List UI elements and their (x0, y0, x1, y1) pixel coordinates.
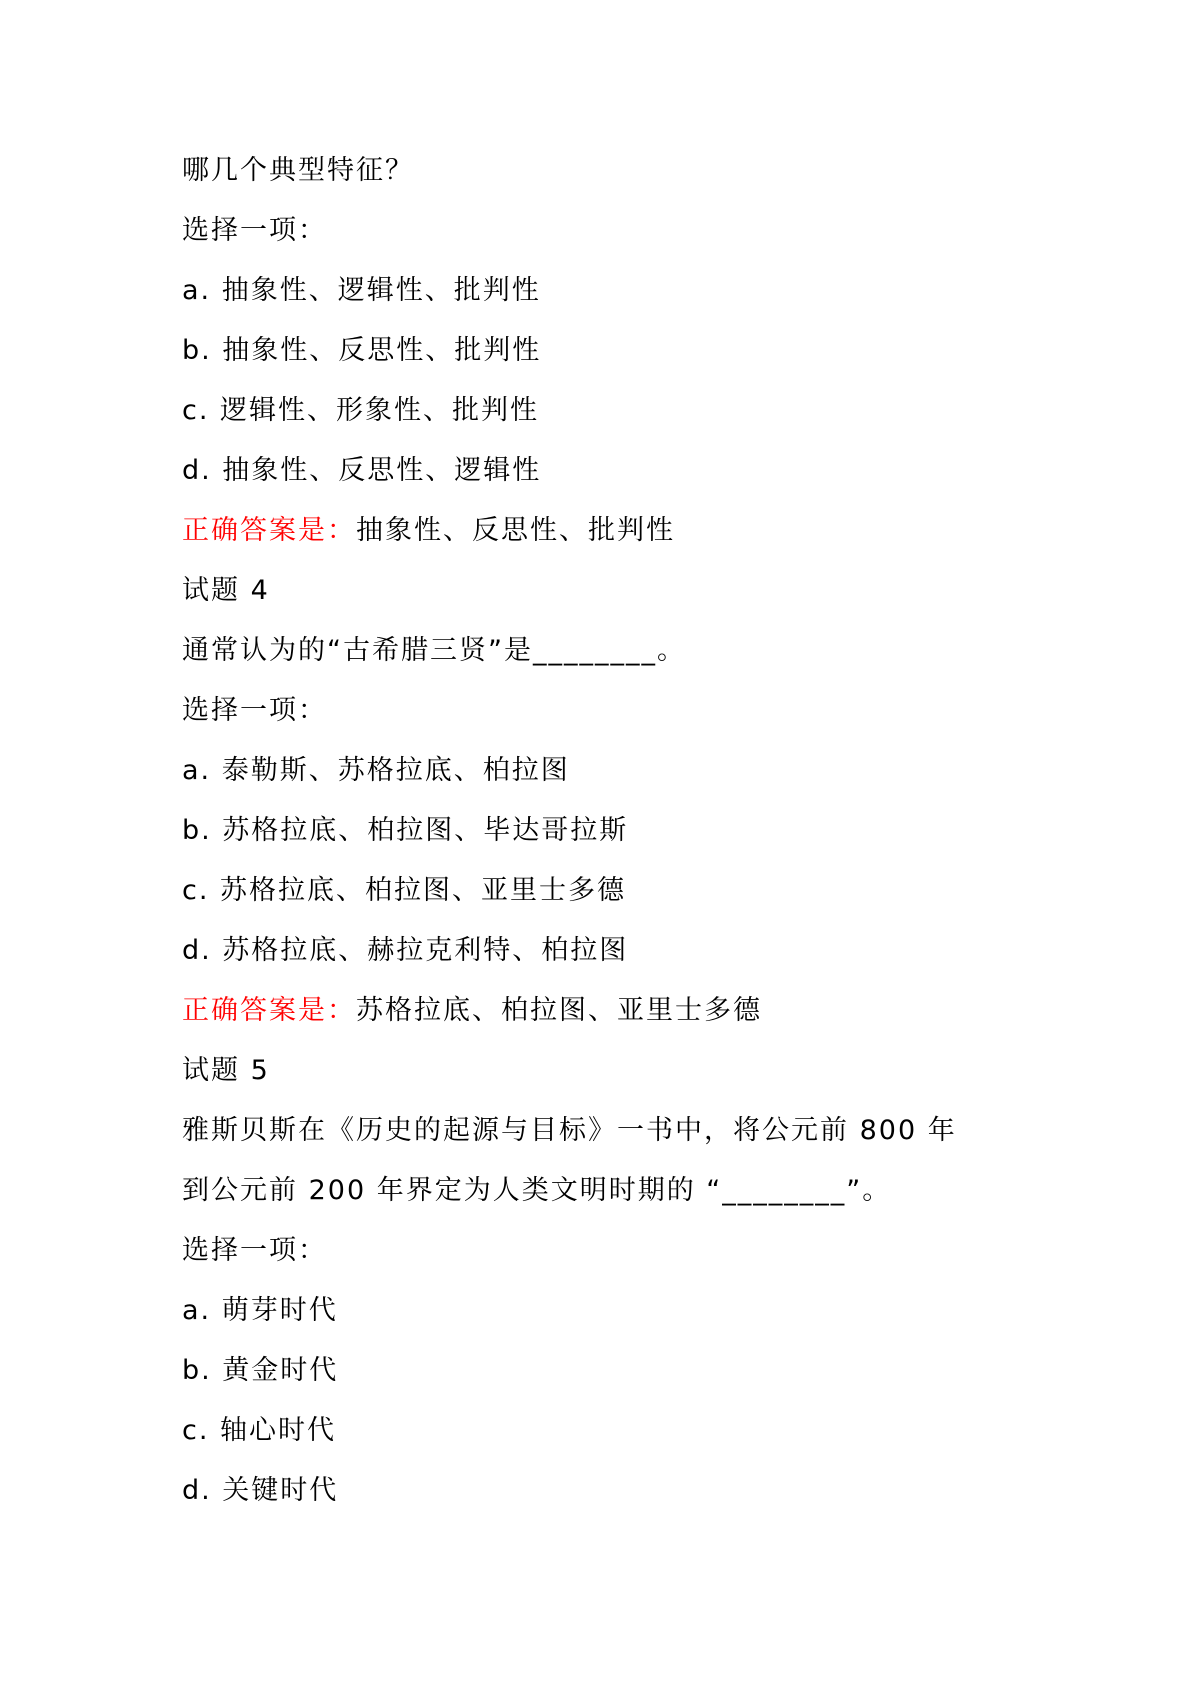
correct-answer-label: 正确答案是： (182, 515, 356, 546)
question-stem-line2: 到公元前 200 年界定为人类文明时期的 “________”。 (182, 1175, 892, 1206)
select-prompt: 选择一项： (182, 1235, 327, 1266)
option-c: c. 逻辑性、形象性、批判性 (182, 395, 540, 426)
option-b: b. 苏格拉底、柏拉图、毕达哥拉斯 (182, 815, 629, 846)
correct-answer-text: 抽象性、反思性、批判性 (356, 515, 675, 546)
select-prompt: 选择一项： (182, 695, 327, 726)
question-stem-tail: 哪几个典型特征？ (182, 155, 414, 186)
page-content (182, 141, 1042, 1521)
option-d: d. 抽象性、反思性、逻辑性 (182, 455, 542, 486)
option-b: b. 黄金时代 (182, 1355, 339, 1386)
option-d: d. 苏格拉底、赫拉克利特、柏拉图 (182, 935, 629, 966)
correct-answer-text: 苏格拉底、柏拉图、亚里士多德 (356, 995, 762, 1026)
question-stem: 通常认为的“古希腊三贤”是________。 (182, 635, 686, 666)
correct-answer (182, 981, 1042, 1041)
option-a: a. 抽象性、逻辑性、批判性 (182, 275, 541, 306)
option-a: a. 泰勒斯、苏格拉底、柏拉图 (182, 755, 570, 786)
correct-answer (182, 501, 1042, 561)
question-stem-line1: 雅斯贝斯在《历史的起源与目标》一书中，将公元前 800 年 (182, 1115, 957, 1146)
option-c: c. 苏格拉底、柏拉图、亚里士多德 (182, 875, 627, 906)
option-b: b. 抽象性、反思性、批判性 (182, 335, 542, 366)
correct-answer-label: 正确答案是： (182, 995, 356, 1026)
option-d: d. 关键时代 (182, 1475, 339, 1506)
option-a: a. 萌芽时代 (182, 1295, 338, 1326)
option-c: c. 轴心时代 (182, 1415, 337, 1446)
question-title: 试题 5 (182, 1055, 270, 1086)
question-title: 试题 4 (182, 575, 270, 606)
select-prompt: 选择一项： (182, 215, 327, 246)
